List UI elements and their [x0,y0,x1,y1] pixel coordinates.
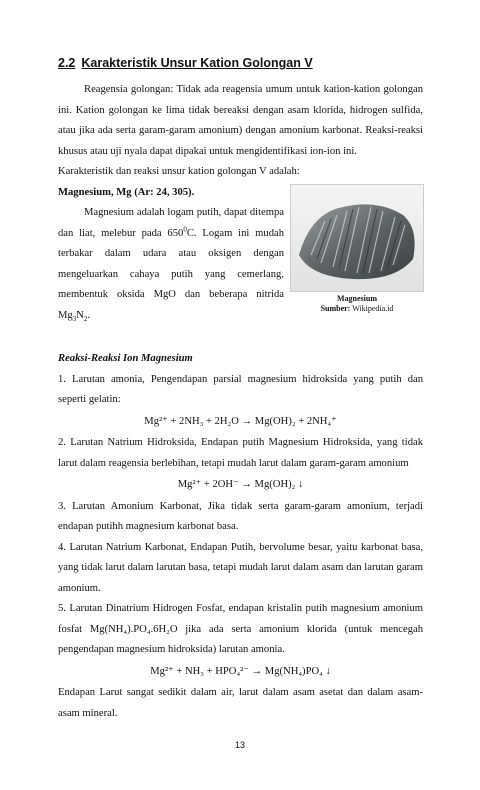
intro-paragraph: Reagensia golongan: Tidak ada reagensia umum untuk kation-kation golongan ini. Kation golongan ke lima tidak bereaksi dengan asam klorida, hidrogen sulfida, atau jika ada serta garam-garam amonium) dengan amonium karbonat. Reaksi-reaksi khusus atau uji nyala dapat dipakai untuk mengidentifikasi ion-ion ini. [58,84,423,157]
element-heading: Magnesium, Mg (Ar: 24, 305). [58,186,195,198]
reaction-5: 5. Larutan Dinatrium Hidrogen Fosfat, endapan kristalin putih magnesium amonium fosfat Mg(NH₄).PO₄.6H₂O jika ada serta amonium klorida (untuk mencegah pengendapan magnesium hidroksida) larutan amonia. [58,603,423,655]
equation-2: Mg²⁺ + 2OH⁻ → Mg(OH)₂ ↓ [177,479,304,490]
magnesium-figure [290,184,424,314]
reaction-1: 1. Larutan amonia, Pengendapan parsial magnesium hidroksida yang putih dan seperti gelatin: [58,373,423,405]
reaction-2: 2. Larutan Natrium Hidroksida, Endapan putih Magnesium Hidroksida, yang tidak larut dalam reagensia berlebihan, tetapi mudah larut dalam garam-garam amonium [58,437,423,469]
section-number: 2.2 [58,56,76,70]
document-page [58,54,423,724]
section-heading [58,54,423,72]
equation-1: Mg²⁺ + 2NH₃ + 2H₂O → Mg(OH)₂ + 2NH₄⁺ [144,415,337,427]
magnesium-photo [290,184,424,292]
reaction-3: 3. Larutan Amonium Karbonat, Jika tidak serta garam-garam amonium, terjadi endapan putihh magnesium karbonat basa. [58,500,423,532]
lead-paragraph: Karakteristik dan reaksi unsur kation golongan V adalah: [58,166,300,177]
page-number: 13 [234,740,245,750]
caption-source: Sumber: Wikipedia.id [320,304,394,313]
equation-3: Mg²⁺ + NH₃ + HPO₄²⁻ → Mg(NH₄)PO₄ ↓ [150,665,331,677]
section-title: Karakteristik Unsur Kation Golongan V [81,56,313,70]
figure-caption [290,294,424,314]
magnesium-block [58,203,423,337]
caption-title: Magnesium [337,294,377,303]
closing-paragraph: Endapan Larut sangat sedikit dalam air, larut dalam asam asetat dan dalam asam-asam mineral. [58,687,423,719]
reaction-4: 4. Larutan Natrium Karbonat, Endapan Putih, bervolume besar, yaitu karbonat basa, yang tidak larut dalam larutan basa, tetapi mudah larut dalam asam dan larutan garam amonium. [58,541,423,594]
reactions-heading: Reaksi-Reaksi Ion Magnesium [58,353,193,364]
magnesium-description: Magnesium adalah logam putih, dapat ditempa dan liat, melebur pada $650^0C$. Logam ini mudah terbakar dalam udara atau oksigen dengan mengeluarkan cahaya putih yang cemerlang, membentuk oksida MgO dan beberapa nitrida $Mg_3N_2$. [58,207,284,323]
